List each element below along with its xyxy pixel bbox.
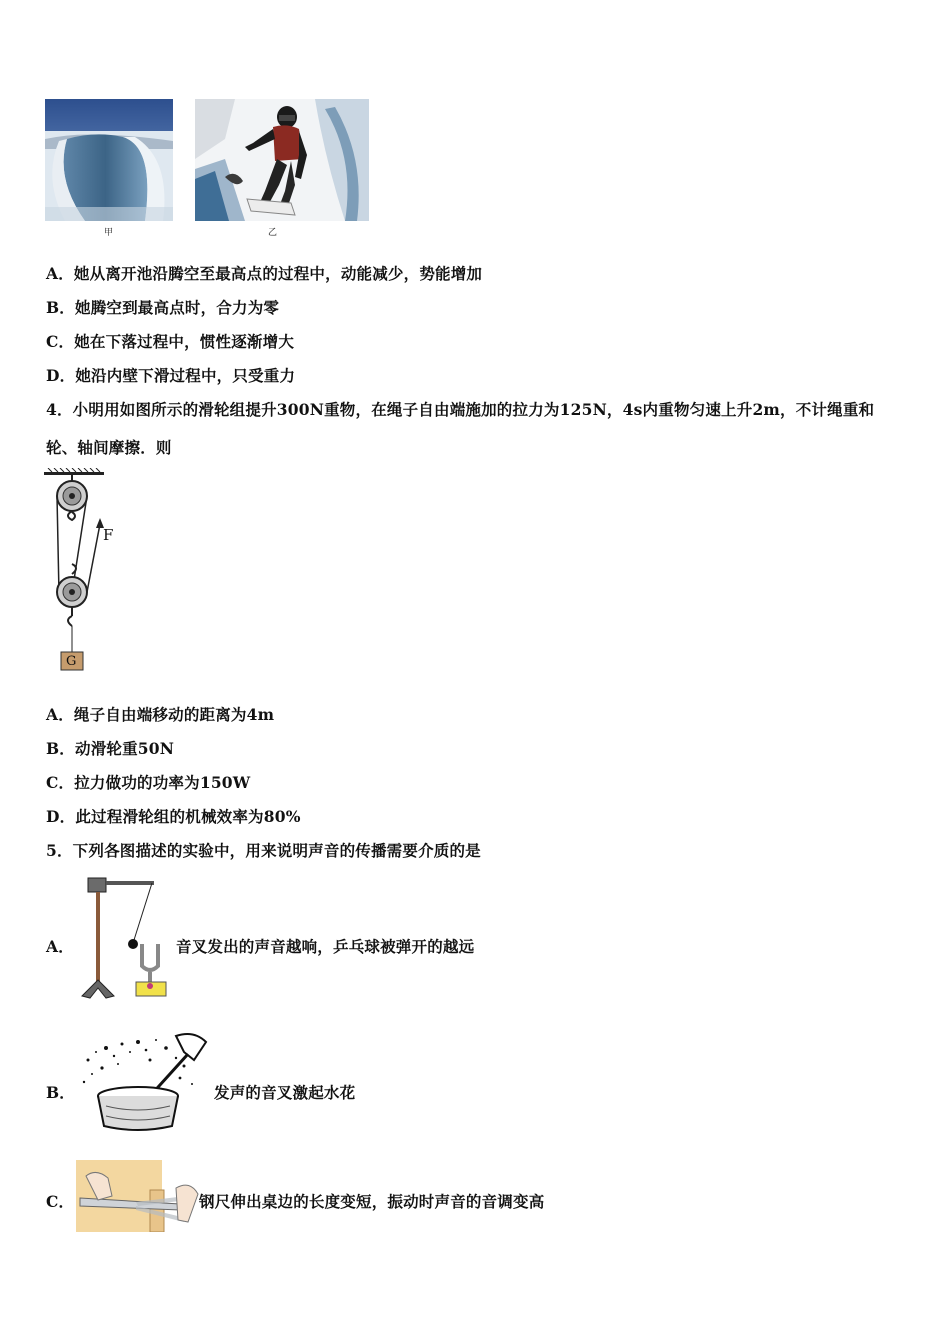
q5-stem: 5．下列各图描述的实验中，用来说明声音的传播需要介质的是 — [46, 841, 481, 860]
q5-option-a-text: 音叉发出的声音越响，乒乓球被弹开的越远 — [176, 937, 475, 956]
tuning-fork-water-figure — [76, 1030, 211, 1135]
q3-option-d: D．她沿内壁下滑过程中，只受重力 — [46, 366, 296, 385]
q5-option-b-label: B． — [46, 1083, 76, 1102]
figure-caption-yi: 乙 — [268, 228, 278, 238]
q4-stem-line2: 轮、轴间摩擦．则 — [46, 438, 172, 457]
q4-option-a: A．绳子自由端移动的距离为4m — [46, 705, 275, 724]
q3-option-c: C．她在下落过程中，惯性逐渐增大 — [46, 332, 295, 351]
q5-option-a-label: A． — [46, 937, 74, 956]
q3-option-b: B．她腾空到最高点时，合力为零 — [46, 298, 280, 317]
pulley-weight-label: G — [66, 654, 77, 669]
q4-option-b: B．动滑轮重50N — [46, 739, 175, 758]
q4-stem-line1: 4．小明用如图所示的滑轮组提升300N重物，在绳子自由端施加的拉力为125N，4s内重物匀速上升2m，不计绳重和 — [46, 400, 875, 419]
figure-caption-jia: 甲 — [104, 228, 114, 238]
q5-option-c-label: C． — [46, 1192, 75, 1211]
q3-option-a: A．她从离开池沿腾空至最高点的过程中，动能减少，势能增加 — [46, 264, 483, 283]
q5-option-b-text: 发声的音叉激起水花 — [214, 1083, 356, 1102]
halfpipe-photo — [45, 99, 173, 221]
tuning-fork-pingpong-figure — [76, 870, 174, 1005]
pulley-diagram — [40, 468, 130, 678]
snowboarder-photo — [195, 99, 369, 221]
q4-option-c: C．拉力做功的功率为150W — [46, 773, 251, 792]
q4-option-d: D．此过程滑轮组的机械效率为80% — [46, 807, 301, 826]
q5-option-c-text: 钢尺伸出桌边的长度变短，振动时声音的音调变高 — [199, 1192, 545, 1211]
pulley-force-label: F — [103, 526, 114, 544]
steel-ruler-figure — [76, 1160, 200, 1232]
